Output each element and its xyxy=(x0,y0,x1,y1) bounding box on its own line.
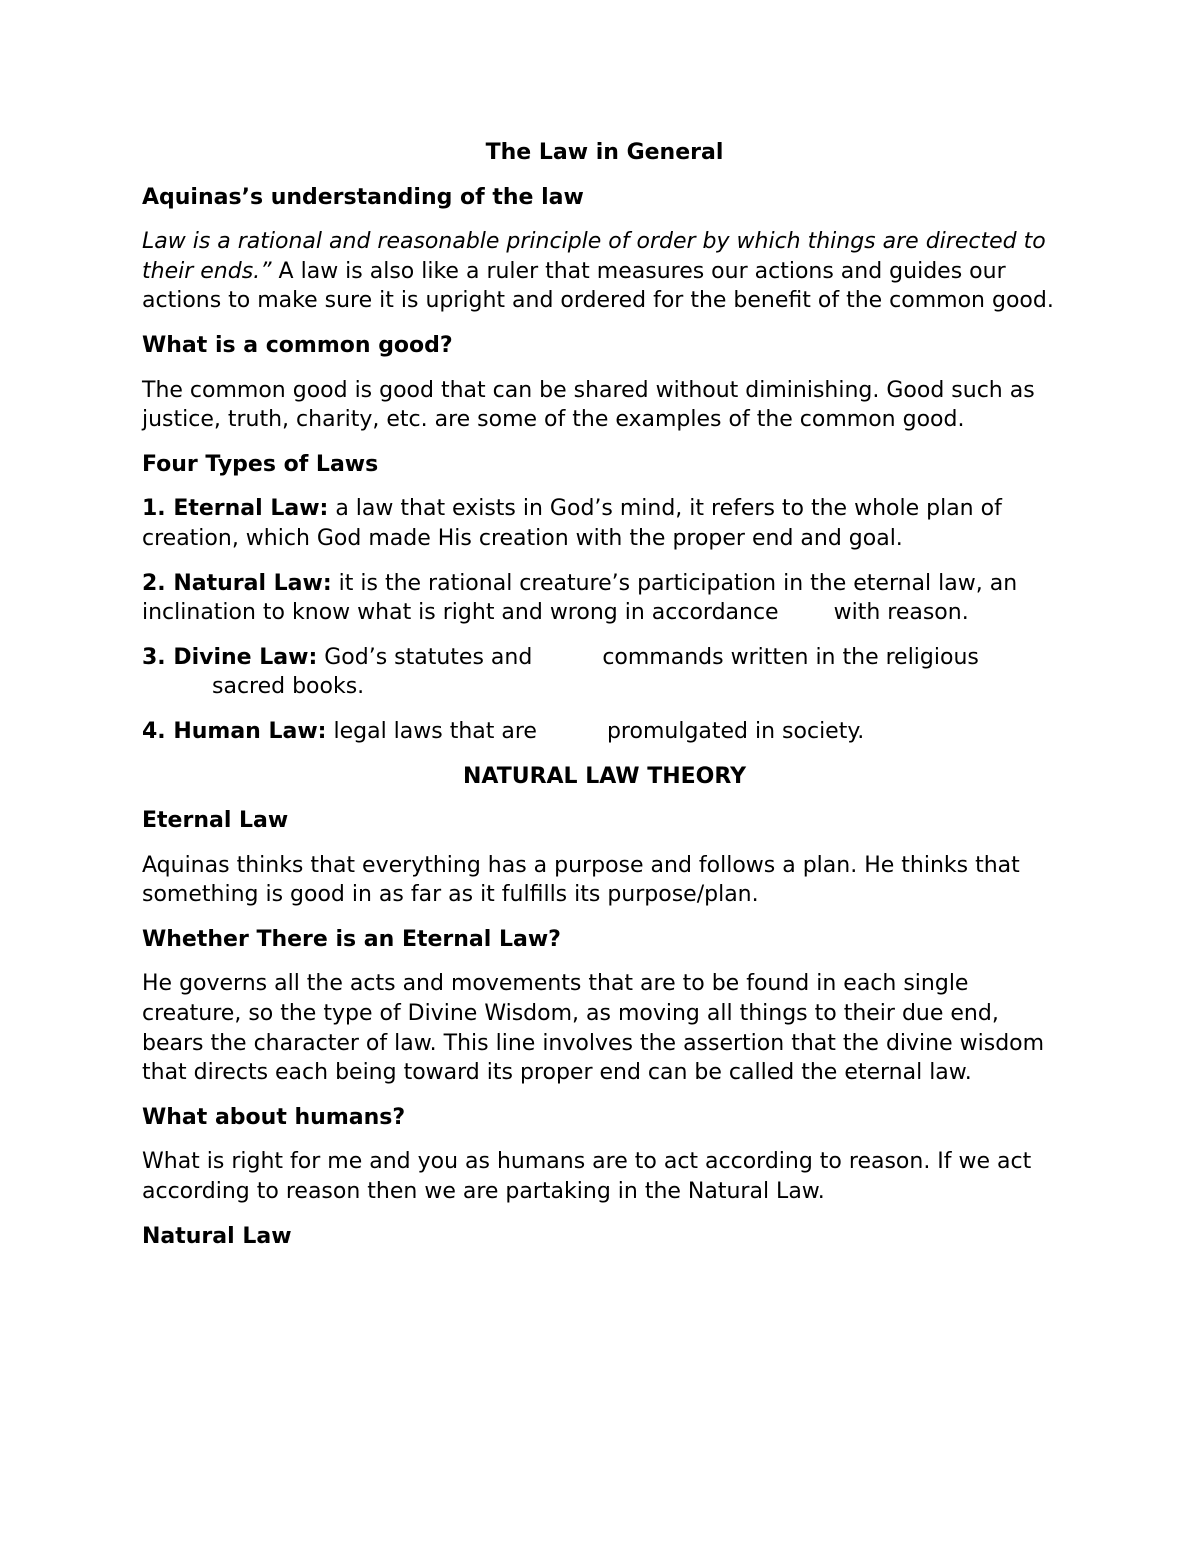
desc-eternal-law: a law that exists in God’s mind, it refers to the whole plan of creation, which God made His creation with the proper end and goal. xyxy=(142,496,1002,551)
paragraph-what-about-humans: What is right for me and you as humans are to act according to reason. If we act according to reason then we are partaking in the Natural Law. xyxy=(142,1149,1032,1205)
desc-natural-law-a: it is the rational creature’s participation in the eternal law, an inclination to know what is right and wrong in accordance xyxy=(142,570,1018,626)
natural-law-theory-title: NATURAL LAW THEORY xyxy=(462,763,747,789)
term-human-law: 4. Human Law: xyxy=(142,718,327,744)
heading-common-good: What is a common good? xyxy=(142,332,453,358)
term-divine-law: 3. Divine Law: xyxy=(142,644,318,670)
paragraph-common-good: The common good is good that can be shared without diminishing. Good such as justice, truth, charity, etc. are some of the examples of the common good. xyxy=(142,377,1035,433)
heading-aquinas-understanding: Aquinas’s understanding of the law xyxy=(142,184,584,210)
heading-four-types: Four Types of Laws xyxy=(142,451,379,477)
law-definition-italic: Law is a rational and reasonable principle of order by which things are directed to their ends.” xyxy=(142,229,1046,284)
heading-natural-law: Natural Law xyxy=(142,1223,292,1249)
list-item-divine-law xyxy=(142,643,1067,702)
paragraph-eternal-law: Aquinas thinks that everything has a purpose and follows a plan. He thinks that something is good in as far as it fulfills its purpose/plan. xyxy=(142,852,1020,908)
desc-divine-law-c: sacred books. xyxy=(212,674,365,700)
heading-eternal-law: Eternal Law xyxy=(142,808,289,834)
paragraph-whether-eternal-law: He governs all the acts and movements that are to be found in each single creature, so the type of Divine Wisdom, as moving all things to their due end, bears the character of law. This line involves the assertion that the divine wisdom that directs each being toward its proper end can be called the eternal law. xyxy=(142,971,1045,1086)
desc-divine-law-b: commands written in the religious xyxy=(602,644,979,670)
document-title: The Law in General xyxy=(485,140,724,165)
document-page xyxy=(142,138,1067,1266)
desc-human-law-b: promulgated in society. xyxy=(606,718,865,744)
paragraph-law-definition xyxy=(142,227,1067,316)
term-eternal-law: 1. Eternal Law: xyxy=(142,496,329,522)
heading-what-about-humans: What about humans? xyxy=(142,1104,406,1130)
law-definition-rest: A law is also like a ruler that measures our actions and guides our actions to make sure it is upright and ordered for the benefit of the common good. xyxy=(142,258,1054,314)
desc-human-law-a: legal laws that are xyxy=(326,718,537,744)
heading-whether-eternal-law: Whether There is an Eternal Law? xyxy=(142,926,561,952)
list-item-natural-law xyxy=(142,569,1067,628)
term-natural-law: 2. Natural Law: xyxy=(142,570,332,596)
desc-divine-law-a: God’s statutes and xyxy=(317,644,533,670)
list-item-eternal-law xyxy=(142,494,1067,553)
list-item-human-law xyxy=(142,717,1067,747)
desc-natural-law-b: with reason. xyxy=(833,600,969,626)
